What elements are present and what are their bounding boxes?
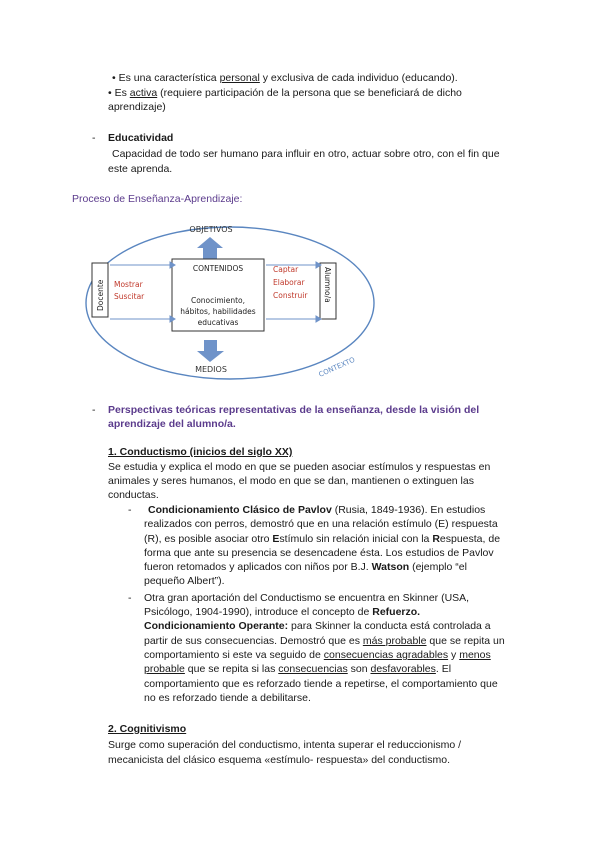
objetivos-arrow-icon — [197, 237, 223, 260]
pavlov-line3 — [144, 533, 500, 546]
contenidos-line3: educativas — [197, 318, 239, 327]
proceso-title: Proceso de Enseñanza-Aprendizaje: — [72, 193, 243, 205]
perspectivas-line2: aprendizaje del alumno/a. — [108, 418, 236, 430]
skinner-line1: Otra gran aportación del Conductismo se encuentra en Skinner (USA, — [144, 592, 470, 604]
underlined-phrase: menos — [459, 649, 491, 661]
educatividad-line2: este aprenda. — [108, 163, 173, 175]
operante-term: Condicionamiento Operante: — [144, 620, 289, 632]
underlined-phrase: consecuencias — [278, 663, 348, 675]
bullet-personal — [112, 72, 458, 85]
text: comportamiento si este va seguido de — [144, 649, 324, 661]
text: Psicólogo, 1904-1990), introduce el concepto de — [144, 606, 373, 618]
contenidos-label: CONTENIDOS — [192, 264, 244, 273]
skinner-line8: no es reforzado tiende a debilitarse. — [144, 692, 311, 704]
pavlov-line1 — [148, 504, 485, 517]
text: espuesta, de — [439, 533, 501, 545]
text: y exclusiva de cada individuo (educando). — [259, 72, 458, 84]
docente-label: Docente — [96, 279, 105, 311]
pavlov-title: Condicionamiento Clásico de Pavlov — [148, 504, 332, 516]
skinner-line7: comportamiento que es reforzado tiende a repetirse, el comportamiento que — [144, 678, 498, 690]
pavlov-line6: pequeño Albert”). — [144, 575, 225, 587]
underlined-word: activa — [129, 87, 158, 99]
text: (requiere participación de la persona que se beneficiará de dicho — [157, 87, 462, 99]
list-dash: - — [92, 404, 96, 416]
medios-label: MEDIOS — [195, 365, 227, 374]
bullet-activa — [108, 87, 462, 100]
underlined-phrase: consecuencias agradables — [323, 649, 449, 661]
refuerzo-term: Refuerzo. — [372, 606, 421, 618]
text: • Es una característica — [112, 72, 220, 84]
educatividad-title: Educatividad — [108, 132, 174, 144]
underlined-phrase: más probable — [362, 635, 427, 647]
underlined-phrase: probable — [144, 663, 185, 675]
cognitivismo-p1: Surge como superación del conductismo, intenta superar el reduccionismo / — [108, 739, 462, 751]
verb-construir: Construir — [273, 291, 308, 300]
alumno-label: Alumno/a — [323, 267, 332, 303]
skinner-line2 — [144, 606, 420, 619]
text: que se repita si las — [184, 663, 279, 675]
list-dash: - — [92, 132, 96, 144]
watson-name: Watson — [371, 561, 410, 573]
skinner-line5 — [144, 649, 491, 662]
text: (R), es posible asociar otro — [144, 533, 273, 545]
pavlov-line2: realizados con perros, demostró que en una relación estímulo (E) respuesta — [144, 518, 498, 530]
pavlov-line5 — [144, 561, 467, 574]
skinner-line6 — [144, 663, 451, 676]
verb-mostrar: Mostrar — [114, 280, 143, 289]
cognitivismo-heading: 2. Cognitivismo — [108, 723, 187, 735]
text: son — [347, 663, 371, 675]
contenidos-line1: Conocimiento, — [190, 296, 246, 305]
objetivos-label: OBJETIVOS — [189, 225, 233, 234]
cognitivismo-p2: mecanicista del clásico esquema «estímulo- respuesta» del conductismo. — [108, 754, 451, 766]
skinner-line3 — [144, 620, 491, 633]
conductismo-p2: animales y seres humanos, el modo en que se dan, mantienen o extinguen las — [108, 475, 474, 487]
verb-elaborar: Elaborar — [273, 278, 305, 287]
list-dash: - — [128, 504, 132, 516]
medios-arrow-icon — [197, 340, 224, 362]
list-dash: - — [128, 592, 132, 604]
ensenanza-aprendizaje-diagram — [80, 215, 380, 387]
text: y — [448, 649, 460, 661]
bold-letter: E — [272, 533, 280, 545]
text: • Es — [108, 87, 130, 99]
bold-letter: R — [432, 533, 440, 545]
underlined-phrase: desfavorables — [370, 663, 436, 675]
contexto-label: CONTEXTO — [317, 355, 357, 379]
pavlov-line4: forma que ante su presencia se desencadene ésta. Los estudios de Pavlov — [144, 547, 494, 559]
conductismo-p3: conductas. — [108, 489, 159, 501]
text: . El — [435, 663, 452, 675]
perspectivas-line1: Perspectivas teóricas representativas de la enseñanza, desde la visión del — [108, 404, 480, 416]
verb-captar: Captar — [273, 265, 299, 274]
skinner-line4 — [144, 635, 505, 648]
educatividad-line1: Capacidad de todo ser humano para influir en otro, actuar sobre otro, con el fin que — [112, 148, 500, 160]
text: (Rusia, 1849-1936). En estudios — [331, 504, 486, 516]
conductismo-heading: 1. Conductismo (inicios del siglo XX) — [108, 446, 293, 458]
text: que se repita un — [426, 635, 505, 647]
text: stímulo sin relación inicial con la — [279, 533, 433, 545]
text: partir de sus consecuencias. Demostró que es — [144, 635, 363, 647]
conductismo-p1: Se estudia y explica el modo en que se pueden asociar estímulos y respuestas en — [108, 461, 491, 473]
verb-suscitar: Suscitar — [114, 292, 145, 301]
contenidos-line2: hábitos, habilidades — [180, 307, 256, 316]
text: (ejemplo “el — [409, 561, 467, 573]
bullet-activa-cont: aprendizaje) — [108, 101, 166, 113]
underlined-word: personal — [219, 72, 260, 84]
text: fueron retomados y aplicados con niños por B.J. — [144, 561, 372, 573]
text: para Skinner la conducta está controlada a — [288, 620, 491, 632]
